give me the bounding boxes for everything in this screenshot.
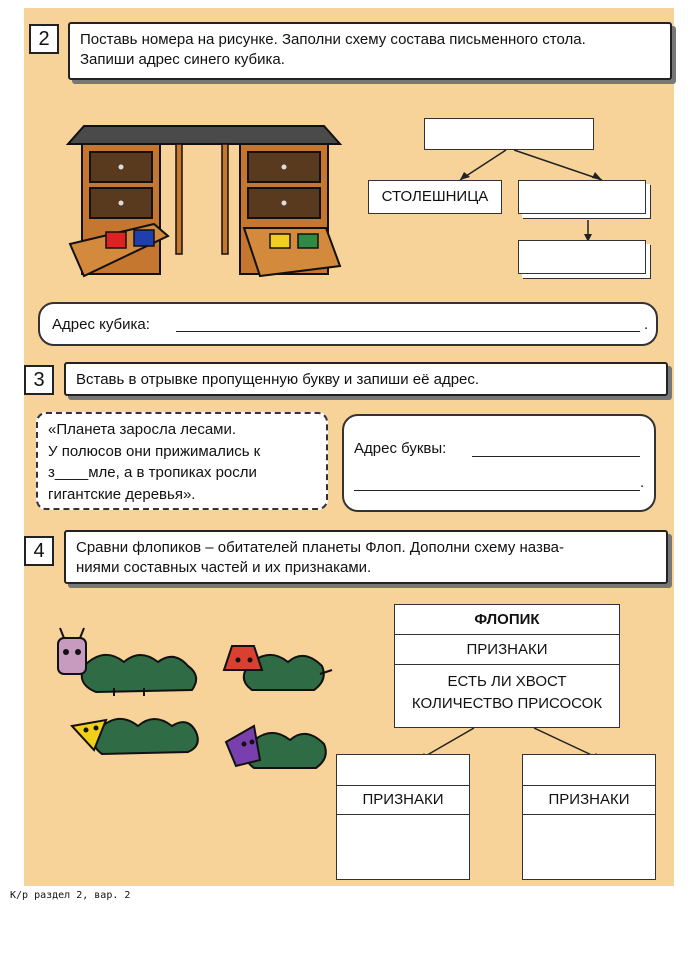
left-part-label: ПРИЗНАКИ [337, 785, 469, 815]
letter-address-line-2[interactable] [354, 490, 640, 491]
task-number-4: 4 [24, 536, 54, 566]
task-2-text-line1: Поставь номера на рисунке. Заполни схему состава письменного стола. [80, 31, 586, 48]
right-part-name-cell[interactable] [523, 755, 655, 786]
passage-line-4: гигантские деревья». [48, 485, 196, 503]
right-part-features-cell[interactable] [523, 817, 655, 877]
flopik-3 [72, 719, 198, 754]
task-4-text-line1: Сравни флопиков – обитателей планеты Флоп. Дополни схему назва- [76, 539, 564, 556]
letter-address-box [342, 414, 656, 512]
passage-line-1: «Планета заросла лесами. [48, 421, 237, 438]
right-part-table [522, 754, 656, 880]
task-4-text-line2: ниями составных частей и их признаками. [76, 559, 372, 576]
letter-address-label: Адрес буквы: [354, 440, 447, 457]
cube-address-label: Адрес кубика: [52, 316, 150, 333]
flopik-table-header: ПРИЗНАКИ [395, 635, 619, 665]
letter-address-line-1[interactable] [472, 456, 640, 457]
task-2-text-line2: Запиши адрес синего кубика. [80, 51, 285, 68]
task-number-2: 2 [29, 24, 59, 54]
flopiks-illustration [54, 626, 334, 786]
flopik-4 [226, 726, 326, 768]
scheme-stoleshnitsa-box: СТОЛЕШНИЦА [368, 180, 502, 214]
task-3-text: Вставь в отрывке пропущенную букву и запиши её адрес. [76, 371, 480, 388]
flopik-1 [58, 628, 196, 696]
text-passage [36, 412, 328, 510]
desk-illustration [64, 116, 344, 286]
scheme-right-box[interactable] [518, 180, 646, 214]
flopik-table-title: ФЛОПИК [395, 605, 619, 635]
left-part-name-cell[interactable] [337, 755, 469, 786]
cube-address-dot: . [644, 316, 649, 333]
scheme-bottom-box[interactable] [518, 240, 646, 274]
page-footer: К/р раздел 2, вар. 2 [10, 890, 131, 901]
left-part-table [336, 754, 470, 880]
passage-line-3: з____мле, а в тропиках росли [48, 464, 257, 481]
worksheet-page [24, 8, 674, 886]
flopik-table [394, 604, 620, 728]
letter-address-dot: . [640, 474, 645, 491]
task-number-3: 3 [24, 365, 54, 395]
task-3-instructions [64, 362, 668, 396]
task-4-instructions [64, 530, 668, 584]
scheme-top-box[interactable] [424, 118, 594, 150]
right-part-label: ПРИЗНАКИ [523, 785, 655, 815]
cube-address-line[interactable] [176, 331, 640, 332]
flopik-2 [224, 646, 332, 690]
left-part-features-cell[interactable] [337, 817, 469, 877]
flopik-feature-1: ЕСТЬ ЛИ ХВОСТ [447, 673, 567, 690]
passage-line-2: У полюсов они прижимались к [48, 442, 261, 460]
task-2-instructions [68, 22, 672, 80]
cube-address-box [38, 302, 658, 346]
flopik-feature-2: КОЛИЧЕСТВО ПРИСОСОК [411, 695, 603, 712]
